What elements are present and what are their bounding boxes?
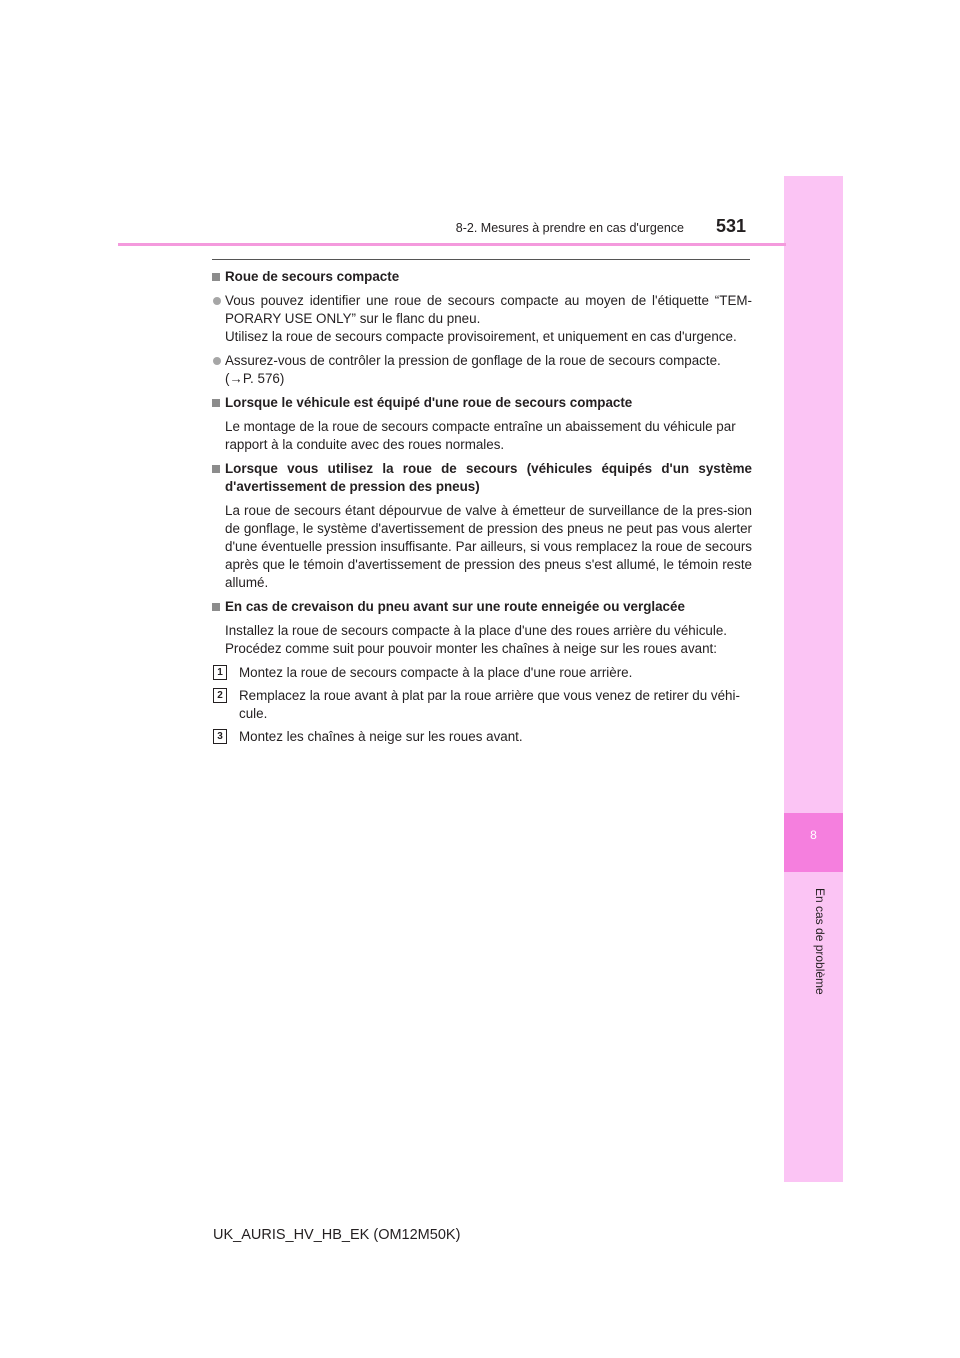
- square-bullet-icon: [212, 399, 220, 407]
- paragraph: Le montage de la roue de secours compacte entraîne un abaissement du véhicule par rapport à la conduite avec des roues normales.: [225, 419, 736, 452]
- paragraph: Installez la roue de secours compacte à la place d'une des roues arrière du véhicule. Procédez comme suit pour pouvoir monter les chaînes à neige sur les roues avant:: [225, 623, 728, 656]
- header-rule: [118, 243, 786, 246]
- step-number: 1: [213, 665, 227, 680]
- chapter-number: 8: [810, 828, 817, 842]
- round-bullet-icon: [213, 297, 221, 305]
- content-rule: [212, 259, 750, 260]
- bullet-item: Vous pouvez identifier une roue de secours compacte au moyen de l'étiquette “TEM-PORARY USE ONLY” sur le flanc du pneu. Utilisez la roue de secours compacte provisoirement, et uniquement en cas d'urgence.: [212, 292, 752, 346]
- section-heading: Roue de secours compacte: [212, 268, 752, 286]
- step-number: 3: [213, 729, 227, 744]
- chapter-side-tab: [784, 176, 843, 1182]
- bullet-item: Assurez-vous de contrôler la pression de gonflage de la roue de secours compacte. (→P. 576): [212, 352, 752, 388]
- step-item: 3 Montez les chaînes à neige sur les roues avant.: [212, 728, 752, 746]
- section-title: 8-2. Mesures à prendre en cas d'urgence: [455, 221, 684, 235]
- page-content: [212, 268, 752, 751]
- section-heading: Lorsque vous utilisez la roue de secours (véhicules équipés d'un système d'avertissement de pression des pneus): [212, 460, 752, 496]
- paragraph: La roue de secours étant dépourvue de valve à émetteur de surveillance de la pres-sion de gonflage, le système d'avertissement de pression des pneus ne peut pas vous alerter d'une éventuelle pression insuffisante. Par ailleurs, si vous remplacez la roue de secours après que le témoin d'avertissement de pression des pneus s'est allumé, le témoin reste allumé.: [225, 503, 752, 590]
- square-bullet-icon: [212, 273, 220, 281]
- section-heading: Lorsque le véhicule est équipé d'une roue de secours compacte: [212, 394, 752, 412]
- step-item: 1 Montez la roue de secours compacte à la place d'une roue arrière.: [212, 664, 752, 682]
- chapter-label: En cas de problème: [813, 888, 827, 995]
- step-number: 2: [213, 688, 227, 703]
- page-number: 531: [716, 216, 747, 236]
- step-item: 2 Remplacez la roue avant à plat par la roue arrière que vous venez de retirer du véhi-cule.: [212, 687, 752, 723]
- chapter-tab-active: [784, 813, 843, 872]
- square-bullet-icon: [212, 465, 220, 473]
- round-bullet-icon: [213, 357, 221, 365]
- square-bullet-icon: [212, 603, 220, 611]
- section-heading: En cas de crevaison du pneu avant sur une route enneigée ou verglacée: [212, 598, 752, 616]
- page-reference: (→P. 576): [225, 371, 285, 386]
- document-code: UK_AURIS_HV_HB_EK (OM12M50K): [213, 1227, 461, 1243]
